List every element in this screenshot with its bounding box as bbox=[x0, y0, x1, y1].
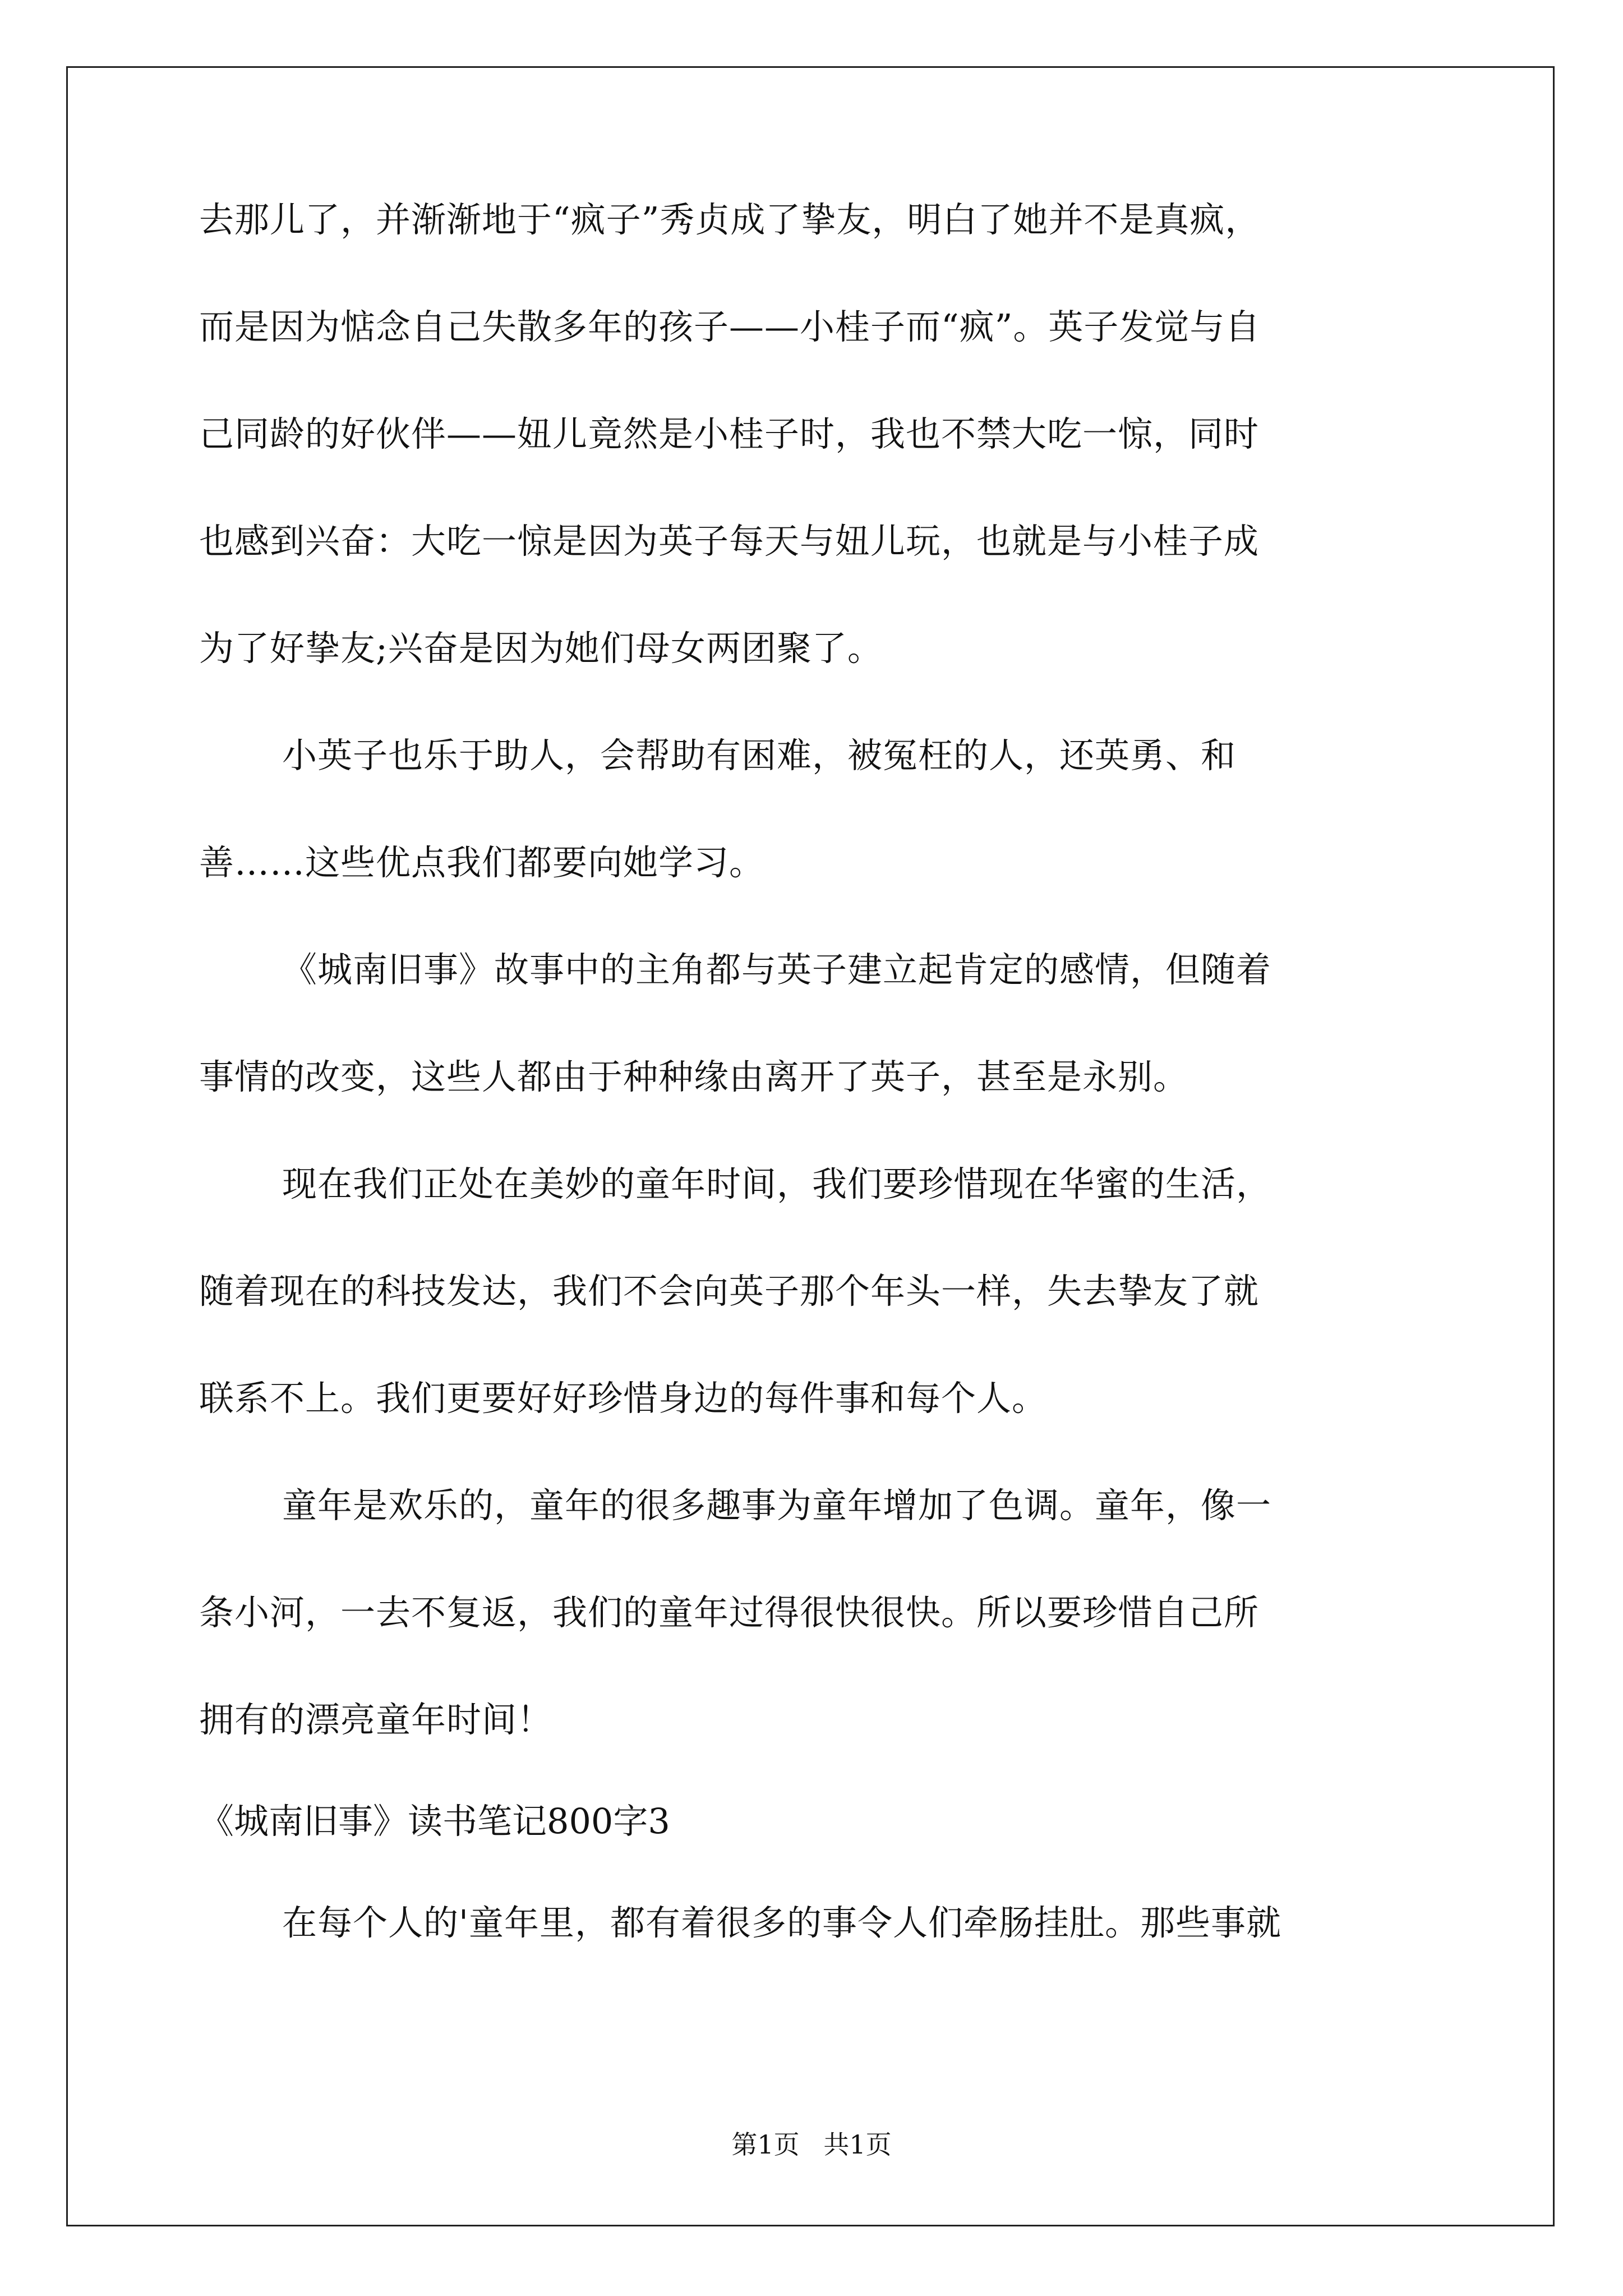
text-line: 而是因为惦念自己失散多年的孩子——小桂子而“疯”。英子发觉与自 bbox=[199, 306, 1261, 347]
text-line: 小英子也乐于助人，会帮助有困难，被冤枉的人，还英勇、和 bbox=[282, 735, 1237, 776]
text-line: 现在我们正处在美妙的童年时间，我们要珍惜现在华蜜的生活， bbox=[282, 1163, 1272, 1204]
paragraph-5 bbox=[199, 1485, 1427, 1740]
paragraph-6-line: 在每个人的'童年里，都有着很多的事令人们牵肠挂肚。那些事就 bbox=[282, 1902, 1282, 1943]
text-line: 善……这些优点我们都要向她学习。 bbox=[199, 842, 765, 883]
text-line: 联系不上。我们更要好好珍惜身边的每件事和每个人。 bbox=[199, 1378, 1048, 1419]
paragraph-2 bbox=[199, 735, 1427, 949]
paragraph-1 bbox=[199, 199, 1427, 735]
paragraph-4 bbox=[199, 1163, 1427, 1485]
page-total: 共1页 bbox=[823, 2129, 892, 2160]
text-line: 随着现在的科技发达，我们不会向英子那个年头一样，失去挚友了就 bbox=[199, 1271, 1260, 1312]
paragraph-3 bbox=[199, 949, 1427, 1163]
text-line: 条小河，一去不复返，我们的童年过得很快很快。所以要珍惜自己所 bbox=[199, 1592, 1260, 1633]
text-line: 《城南旧事》故事中的主角都与英子建立起肯定的感情，但随着 bbox=[282, 949, 1272, 990]
text-line: 拥有的漂亮童年时间！ bbox=[199, 1699, 553, 1740]
page-footer bbox=[0, 2129, 1623, 2160]
document-body bbox=[199, 199, 1427, 1943]
text-line: 也感到兴奋：大吃一惊是因为英子每天与妞儿玩，也就是与小桂子成 bbox=[199, 521, 1260, 562]
text-line: 己同龄的好伙伴——妞儿竟然是小桂子时，我也不禁大吃一惊，同时 bbox=[199, 413, 1260, 454]
text-line: 事情的改变，这些人都由于种种缘由离开了英子，甚至是永别。 bbox=[199, 1056, 1189, 1097]
section-heading: 《城南旧事》读书笔记800字3 bbox=[199, 1801, 670, 1842]
text-line: 为了好挚友;兴奋是因为她们母女两团聚了。 bbox=[199, 628, 883, 669]
page-number: 第1页 bbox=[731, 2129, 800, 2160]
text-line: 童年是欢乐的，童年的很多趣事为童年增加了色调。童年，像一 bbox=[282, 1485, 1272, 1526]
text-line: 去那儿了，并渐渐地于“疯子”秀贞成了挚友，明白了她并不是真疯， bbox=[199, 199, 1261, 240]
